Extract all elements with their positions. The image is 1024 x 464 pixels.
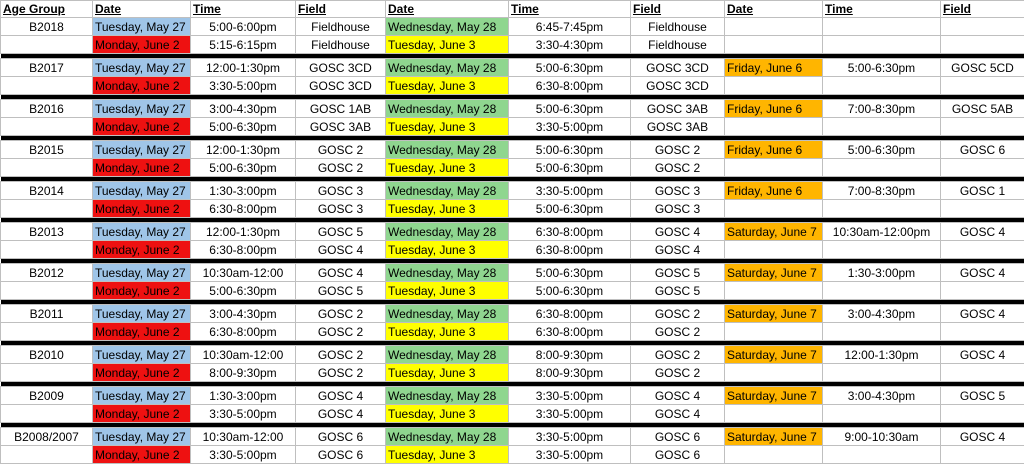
field-cell: GOSC 3AB [631,118,725,136]
field-cell: GOSC 3AB [631,100,725,118]
date-cell: Wednesday, May 28 [386,387,509,405]
table-row [1,446,1024,464]
field-cell: GOSC 4 [941,223,1024,241]
time-cell: 7:00-8:30pm [823,182,941,200]
date-cell: Tuesday, May 27 [93,346,191,364]
date-cell: Tuesday, June 3 [386,36,509,54]
field-cell: GOSC 3 [296,182,386,200]
empty-cell [941,241,1024,259]
time-cell: 6:30-8:00pm [509,305,631,323]
date-cell: Tuesday, June 3 [386,282,509,300]
time-cell: 3:00-4:30pm [823,387,941,405]
field-cell: Fieldhouse [631,36,725,54]
time-cell: 5:00-6:30pm [823,141,941,159]
age-group-cell: B2011 [1,305,93,323]
field-cell: GOSC 4 [941,428,1024,446]
date-cell: Wednesday, May 28 [386,264,509,282]
age-group-cell: B2015 [1,141,93,159]
date-cell: Tuesday, June 3 [386,159,509,177]
empty-cell [941,118,1024,136]
table-row [1,36,1024,54]
time-cell: 10:30am-12:00 [191,346,296,364]
table-row [1,282,1024,300]
time-cell: 5:00-6:30pm [509,100,631,118]
date-cell: Tuesday, June 3 [386,241,509,259]
time-cell: 5:00-6:30pm [509,59,631,77]
empty-cell [725,159,823,177]
empty-cell [941,200,1024,218]
table-row [1,264,1024,282]
age-group-cell: B2014 [1,182,93,200]
time-cell: 10:30am-12:00 [191,428,296,446]
field-cell: GOSC 3AB [296,118,386,136]
time-cell: 1:30-3:00pm [191,182,296,200]
field-cell: GOSC 3 [296,200,386,218]
time-cell: 12:00-1:30pm [823,346,941,364]
field-cell: GOSC 4 [631,223,725,241]
age-group-cell: B2008/2007 [1,428,93,446]
field-cell: GOSC 2 [631,323,725,341]
field-cell: GOSC 4 [296,387,386,405]
date-cell: Wednesday, May 28 [386,100,509,118]
date-cell: Friday, June 6 [725,100,823,118]
empty-cell [1,159,93,177]
time-cell: 5:00-6:30pm [509,264,631,282]
field-cell: GOSC 5AB [941,100,1024,118]
table-row [1,241,1024,259]
field-cell: GOSC 5 [941,387,1024,405]
table-row [1,223,1024,241]
field-cell: GOSC 3CD [296,59,386,77]
date-cell: Saturday, June 7 [725,223,823,241]
field-cell: GOSC 4 [631,387,725,405]
date-cell: Tuesday, June 3 [386,405,509,423]
table-row [1,182,1024,200]
empty-cell [1,364,93,382]
field-cell: GOSC 2 [631,305,725,323]
date-cell [725,18,823,36]
time-cell [823,18,941,36]
empty-cell [941,282,1024,300]
time-cell: 7:00-8:30pm [823,100,941,118]
date-cell: Wednesday, May 28 [386,141,509,159]
date-cell: Wednesday, May 28 [386,346,509,364]
date-cell: Saturday, June 7 [725,346,823,364]
field-cell: GOSC 4 [941,264,1024,282]
age-group-cell: B2012 [1,264,93,282]
time-cell: 3:30-5:00pm [191,446,296,464]
time-cell: 3:30-5:00pm [191,405,296,423]
age-group-cell: B2018 [1,18,93,36]
field-cell: GOSC 2 [296,305,386,323]
table-row [1,387,1024,405]
date-cell: Saturday, June 7 [725,428,823,446]
field-cell: GOSC 2 [296,364,386,382]
empty-cell [823,364,941,382]
time-cell: 5:00-6:30pm [191,118,296,136]
field-cell [941,18,1024,36]
schedule-body [1,18,1024,464]
date-cell: Monday, June 2 [93,77,191,95]
time-cell: 5:00-6:30pm [509,141,631,159]
field-cell: GOSC 4 [631,405,725,423]
time-cell: 8:00-9:30pm [191,364,296,382]
header-time-2: Time [509,1,631,18]
field-cell: GOSC 6 [296,428,386,446]
date-cell: Tuesday, May 27 [93,141,191,159]
time-cell: 6:45-7:45pm [509,18,631,36]
empty-cell [823,405,941,423]
field-cell: GOSC 6 [941,141,1024,159]
time-cell: 3:30-5:00pm [509,446,631,464]
age-group-cell: B2009 [1,387,93,405]
table-row [1,100,1024,118]
header-date-2: Date [386,1,509,18]
empty-cell [823,282,941,300]
time-cell: 6:30-8:00pm [509,223,631,241]
field-cell: GOSC 4 [296,405,386,423]
date-cell: Tuesday, May 27 [93,182,191,200]
field-cell: GOSC 3CD [631,59,725,77]
field-cell: GOSC 3 [631,200,725,218]
date-cell: Monday, June 2 [93,405,191,423]
field-cell: GOSC 4 [631,241,725,259]
date-cell: Monday, June 2 [93,159,191,177]
field-cell: Fieldhouse [296,18,386,36]
empty-cell [823,323,941,341]
empty-cell [823,241,941,259]
time-cell: 1:30-3:00pm [191,387,296,405]
field-cell: GOSC 5 [631,282,725,300]
time-cell: 5:00-6:00pm [191,18,296,36]
time-cell: 12:00-1:30pm [191,59,296,77]
date-cell: Tuesday, May 27 [93,428,191,446]
field-cell: GOSC 1AB [296,100,386,118]
age-group-cell: B2017 [1,59,93,77]
time-cell: 3:30-5:00pm [509,428,631,446]
table-row [1,141,1024,159]
empty-cell [823,200,941,218]
time-cell: 3:00-4:30pm [191,100,296,118]
field-cell: Fieldhouse [631,18,725,36]
header-row [1,1,1024,18]
time-cell: 6:30-8:00pm [509,77,631,95]
date-cell: Tuesday, June 3 [386,446,509,464]
time-cell: 3:30-5:00pm [509,405,631,423]
time-cell: 12:00-1:30pm [191,223,296,241]
date-cell: Tuesday, June 3 [386,364,509,382]
time-cell: 5:00-6:30pm [509,159,631,177]
table-row [1,159,1024,177]
empty-cell [941,77,1024,95]
age-group-cell: B2010 [1,346,93,364]
empty-cell [823,446,941,464]
table-row [1,405,1024,423]
date-cell: Saturday, June 7 [725,305,823,323]
date-cell: Friday, June 6 [725,141,823,159]
empty-cell [725,77,823,95]
table-row [1,323,1024,341]
empty-cell [1,446,93,464]
table-row [1,305,1024,323]
time-cell: 3:30-4:30pm [509,36,631,54]
table-row [1,364,1024,382]
date-cell: Friday, June 6 [725,59,823,77]
time-cell: 3:30-5:00pm [509,118,631,136]
empty-cell [725,200,823,218]
date-cell: Tuesday, May 27 [93,305,191,323]
date-cell: Tuesday, June 3 [386,118,509,136]
time-cell: 12:00-1:30pm [191,141,296,159]
field-cell: GOSC 2 [296,346,386,364]
time-cell: 5:15-6:15pm [191,36,296,54]
empty-cell [725,364,823,382]
time-cell: 8:00-9:30pm [509,364,631,382]
field-cell: GOSC 4 [941,346,1024,364]
header-field-3: Field [941,1,1024,18]
header-date-1: Date [93,1,191,18]
field-cell: GOSC 4 [296,264,386,282]
time-cell: 5:00-6:30pm [191,159,296,177]
age-group-cell: B2016 [1,100,93,118]
field-cell: GOSC 6 [631,428,725,446]
empty-cell [1,405,93,423]
table-row [1,59,1024,77]
date-cell: Tuesday, May 27 [93,264,191,282]
header-date-3: Date [725,1,823,18]
field-cell: GOSC 5 [296,282,386,300]
empty-cell [725,282,823,300]
date-cell: Wednesday, May 28 [386,182,509,200]
time-cell: 5:00-6:30pm [509,282,631,300]
field-cell: GOSC 3CD [631,77,725,95]
time-cell: 5:00-6:30pm [191,282,296,300]
time-cell: 8:00-9:30pm [509,346,631,364]
empty-cell [1,241,93,259]
field-cell: GOSC 2 [631,364,725,382]
field-cell: GOSC 2 [631,159,725,177]
empty-cell [725,446,823,464]
empty-cell [1,323,93,341]
time-cell: 5:00-6:30pm [823,59,941,77]
field-cell: GOSC 4 [296,241,386,259]
empty-cell [725,36,823,54]
time-cell: 5:00-6:30pm [509,200,631,218]
field-cell: GOSC 2 [631,141,725,159]
field-cell: GOSC 5 [296,223,386,241]
table-row [1,428,1024,446]
date-cell: Tuesday, June 3 [386,200,509,218]
header-time-3: Time [823,1,941,18]
date-cell: Tuesday, June 3 [386,77,509,95]
date-cell: Friday, June 6 [725,182,823,200]
empty-cell [823,77,941,95]
date-cell: Monday, June 2 [93,200,191,218]
date-cell: Tuesday, May 27 [93,59,191,77]
header-field-1: Field [296,1,386,18]
time-cell: 3:30-5:00pm [191,77,296,95]
table-row [1,200,1024,218]
time-cell: 1:30-3:00pm [823,264,941,282]
date-cell: Monday, June 2 [93,118,191,136]
field-cell: GOSC 2 [631,346,725,364]
date-cell: Tuesday, June 3 [386,323,509,341]
time-cell: 10:30am-12:00 [191,264,296,282]
date-cell: Saturday, June 7 [725,387,823,405]
time-cell: 3:00-4:30pm [823,305,941,323]
empty-cell [725,118,823,136]
field-cell: GOSC 2 [296,323,386,341]
empty-cell [941,405,1024,423]
empty-cell [941,364,1024,382]
date-cell: Saturday, June 7 [725,264,823,282]
date-cell: Wednesday, May 28 [386,18,509,36]
empty-cell [1,200,93,218]
field-cell: GOSC 5 [631,264,725,282]
empty-cell [823,159,941,177]
header-time-1: Time [191,1,296,18]
table-row [1,346,1024,364]
empty-cell [823,36,941,54]
time-cell: 6:30-8:00pm [191,200,296,218]
field-cell: GOSC 1 [941,182,1024,200]
time-cell: 3:30-5:00pm [509,182,631,200]
date-cell: Monday, June 2 [93,446,191,464]
date-cell: Monday, June 2 [93,323,191,341]
field-cell: Fieldhouse [296,36,386,54]
date-cell: Monday, June 2 [93,241,191,259]
table-row [1,118,1024,136]
date-cell: Wednesday, May 28 [386,305,509,323]
field-cell: GOSC 3CD [296,77,386,95]
field-cell: GOSC 3 [631,182,725,200]
date-cell: Wednesday, May 28 [386,59,509,77]
empty-cell [941,323,1024,341]
date-cell: Tuesday, May 27 [93,223,191,241]
header-age-group: Age Group [1,1,93,18]
time-cell: 3:00-4:30pm [191,305,296,323]
empty-cell [725,241,823,259]
field-cell: GOSC 2 [296,159,386,177]
field-cell: GOSC 4 [941,305,1024,323]
age-group-cell: B2013 [1,223,93,241]
empty-cell [823,118,941,136]
date-cell: Tuesday, May 27 [93,100,191,118]
date-cell: Monday, June 2 [93,36,191,54]
table-row [1,77,1024,95]
time-cell: 6:30-8:00pm [191,241,296,259]
time-cell: 6:30-8:00pm [191,323,296,341]
date-cell: Tuesday, May 27 [93,387,191,405]
empty-cell [1,77,93,95]
time-cell: 9:00-10:30am [823,428,941,446]
field-cell: GOSC 2 [296,141,386,159]
time-cell: 6:30-8:00pm [509,241,631,259]
empty-cell [1,36,93,54]
time-cell: 6:30-8:00pm [509,323,631,341]
date-cell: Monday, June 2 [93,364,191,382]
empty-cell [941,36,1024,54]
date-cell: Monday, June 2 [93,282,191,300]
time-cell: 3:30-5:00pm [509,387,631,405]
empty-cell [725,405,823,423]
time-cell: 10:30am-12:00pm [823,223,941,241]
empty-cell [725,323,823,341]
date-cell: Wednesday, May 28 [386,223,509,241]
date-cell: Wednesday, May 28 [386,428,509,446]
table-row [1,18,1024,36]
field-cell: GOSC 6 [296,446,386,464]
field-cell: GOSC 6 [631,446,725,464]
header-field-2: Field [631,1,725,18]
empty-cell [941,159,1024,177]
empty-cell [1,118,93,136]
empty-cell [1,282,93,300]
field-cell: GOSC 5CD [941,59,1024,77]
empty-cell [941,446,1024,464]
date-cell: Tuesday, May 27 [93,18,191,36]
